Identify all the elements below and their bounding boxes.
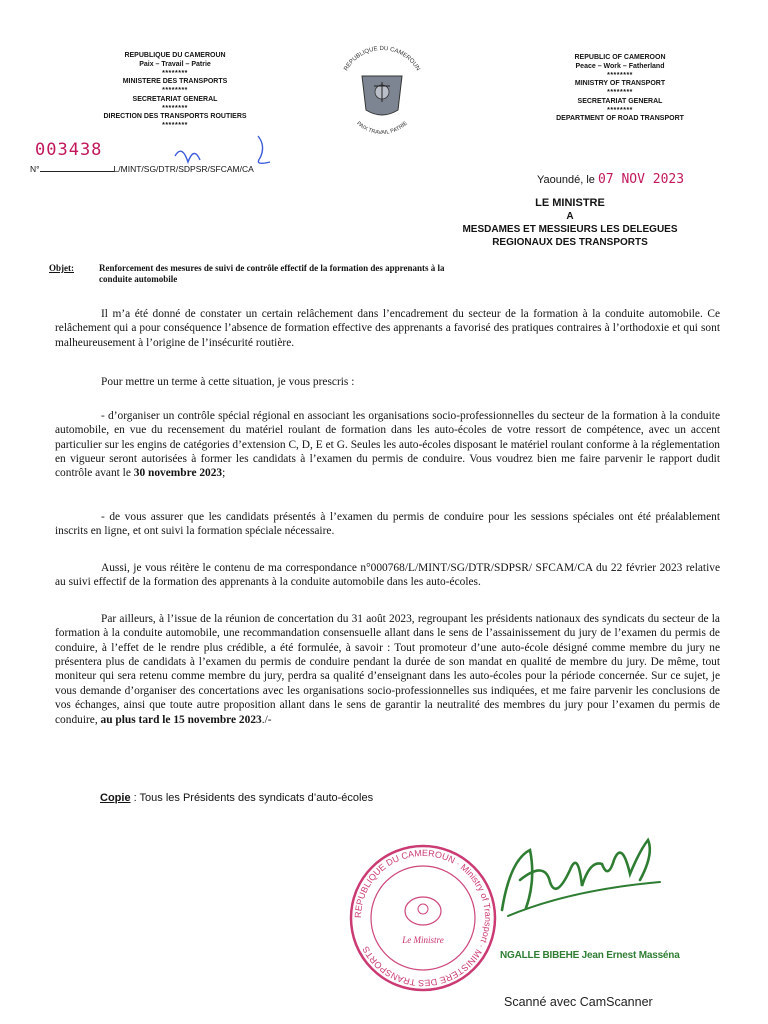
subject-label: Objet: bbox=[49, 263, 74, 273]
header-en-ministry: MINISTRY OF TRANSPORT bbox=[574, 80, 666, 88]
signatory-name: NGALLE BIBEHE Jean Ernest Masséna bbox=[500, 950, 680, 961]
header-fr-stars: ******** bbox=[162, 87, 188, 94]
svg-text:REPUBLIQUE DU CAMEROUN bbox=[343, 46, 420, 72]
header-fr-direction: DIRECTION DES TRANSPORTS ROUTIERS bbox=[103, 113, 247, 121]
seal-outer-text: REPUBLIQUE DU CAMEROUN · Ministry of Transport · MINISTERE DES TRANSPORTS bbox=[352, 847, 494, 989]
handwritten-signature bbox=[490, 820, 670, 930]
body-paragraph-6: Par ailleurs, à l’issue de la réunion de concertation du 31 août 2023, regroupant les présidents nationaux des syndicats du secteur de la formation à la conduite automobile, une recommandation consensuelle allant dans le sens de l’assainissement du jury de l’examen du permis de conduire, à l’effet de le rendre plus crédible, a été formulée, à savoir : Tout promoteur d’une auto-école désigné comme membre du jury ne présentera plus de candidats à l’examen du permis de conduire pendant la durée de son mandat en qualité de membre du jury. De même, tout moniteur qui sera retenu comme membre du jury, perdra sa qualité d’enseignant dans les auto-écoles pour la période concernée. Sur ce sujet, je vous demande d’organiser des concertations avec les organisations socio-professionnelles sus indiquées, et me faire parvenir les conclusions de vos échanges, ainsi que toute autre proposition allant dans le sens de garantir la neutralité des membres du jury pour l’examen du permis de conduire, au plus tard le 15 novembre 2023./- bbox=[55, 613, 720, 726]
header-fr-motto: Paix – Travail – Patrie bbox=[139, 60, 211, 68]
header-en-department: DEPARTMENT OF ROAD TRANSPORT bbox=[556, 115, 684, 123]
scanner-footer: Scanné avec CamScanner bbox=[504, 995, 653, 1009]
recipient-line-1: MESDAMES ET MESSIEURS LES DELEGUES bbox=[462, 224, 678, 236]
sender-title: LE MINISTRE bbox=[535, 197, 605, 209]
deadline-conclusions: au plus tard le 15 novembre 2023 bbox=[100, 713, 262, 726]
copy-label: Copie bbox=[100, 792, 131, 804]
deadline-report: 30 novembre 2023 bbox=[133, 467, 223, 480]
body-paragraph-3: - d’organiser un contrôle spécial régional en associant les organisations socio-professionnelles du secteur de la formation à la conduite automobile, en vue du recensement du matériel roulant de formation dans les auto-écoles de votre ressort de compétence, avec un accent particulier sur les engins de catégories d’extension C, D, E et G. Seules les auto-écoles disposant le matériel roulant conforme à la réglementation en vigueur seront autorisées à former les candidats à l’examen du permis de conduire. Vous voudrez bien me faire parvenir le rapport dudit contrôle avant le 30 novembre 2023; bbox=[55, 410, 720, 480]
recipient-line-2: REGIONAUX DES TRANSPORTS bbox=[492, 237, 648, 249]
emblem-bottom-text: PAIX TRAVAIL PATRIE bbox=[355, 120, 409, 137]
date-line bbox=[537, 172, 684, 187]
body-paragraph-5: Aussi, je vous réitère le contenu de ma correspondance n°000768/L/MINT/SG/DTR/SDPSR/ SFCAM/CA du 22 février 2023 relative au suivi effectif de la formation des apprenants à la conduite automobile dans les auto-écoles. bbox=[55, 562, 720, 589]
header-fr-secretariat: SECRETARIAT GENERAL bbox=[132, 95, 218, 103]
to-word: A bbox=[566, 211, 574, 223]
svg-text:PAIX TRAVAIL PATRIE bbox=[355, 120, 409, 136]
body-paragraph-2: Pour mettre un terme à cette situation, je vous prescris : bbox=[101, 376, 355, 388]
copy-line bbox=[100, 792, 373, 804]
header-en-motto: Peace – Work – Fatherland bbox=[575, 62, 665, 70]
official-seal-stamp bbox=[348, 843, 498, 993]
svg-text:REPUBLIQUE DU CAMEROUN · Minis bbox=[353, 848, 493, 988]
emblem-top-text: REPUBLIQUE DU CAMEROUN bbox=[343, 45, 421, 73]
coat-of-arms-emblem bbox=[328, 36, 436, 144]
reference-prefix: N° bbox=[30, 164, 40, 174]
seal-center-text: Le Ministre bbox=[402, 935, 444, 945]
header-fr-country: REPUBLIQUE DU CAMEROUN bbox=[124, 52, 226, 59]
body-paragraph-4: - de vous assurer que les candidats présentés à l’examen du permis de conduire pour les sessions spéciales ont été préalablement inscrits en ligne, et ont suivi la formation spéciale nécessaire. bbox=[55, 511, 720, 538]
header-en bbox=[525, 54, 715, 124]
header-en-stars: ******** bbox=[607, 106, 633, 114]
header-en-stars: ******** bbox=[607, 71, 633, 79]
subject-text: Renforcement des mesures de suivi de contrôle effectif de la formation des apprenants à la conduite automobile bbox=[99, 263, 445, 285]
header-fr bbox=[70, 52, 280, 131]
header-en-country: REPUBLIC OF CAMEROON bbox=[574, 54, 666, 61]
copy-text: : Tous les Présidents des syndicats d’auto-écoles bbox=[130, 792, 374, 804]
date-stamp: 07 NOV 2023 bbox=[597, 172, 685, 187]
subject-block bbox=[49, 263, 445, 285]
reference-code: L/MINT/SG/DTR/SDPSR/SFCAM/CA bbox=[113, 164, 254, 174]
header-en-stars: ******** bbox=[607, 89, 633, 96]
reference-line bbox=[30, 164, 254, 174]
header-fr-stars: ******** bbox=[162, 104, 188, 112]
body-paragraph-1: Il m’a été donné de constater un certain relâchement dans l’encadrement du secteur de la formation à la conduite automobile. Ce relâchement qui a pour conséquence l’absence de formation effective des apprenants a favorisé des pratiques contraires à l’orthodoxie et qui sont malheureusement à l’origine de l’insécurité routière. bbox=[55, 308, 720, 349]
header-en-secretariat: SECRETARIAT GENERAL bbox=[577, 97, 663, 105]
date-place: Yaoundé, le bbox=[537, 174, 595, 186]
addressee-block bbox=[420, 196, 720, 249]
header-fr-stars: ******** bbox=[162, 69, 188, 77]
header-fr-ministry: MINISTERE DES TRANSPORTS bbox=[122, 78, 228, 86]
header-fr-stars: ******** bbox=[162, 122, 188, 129]
reference-number-stamp: 003438 bbox=[35, 140, 103, 160]
